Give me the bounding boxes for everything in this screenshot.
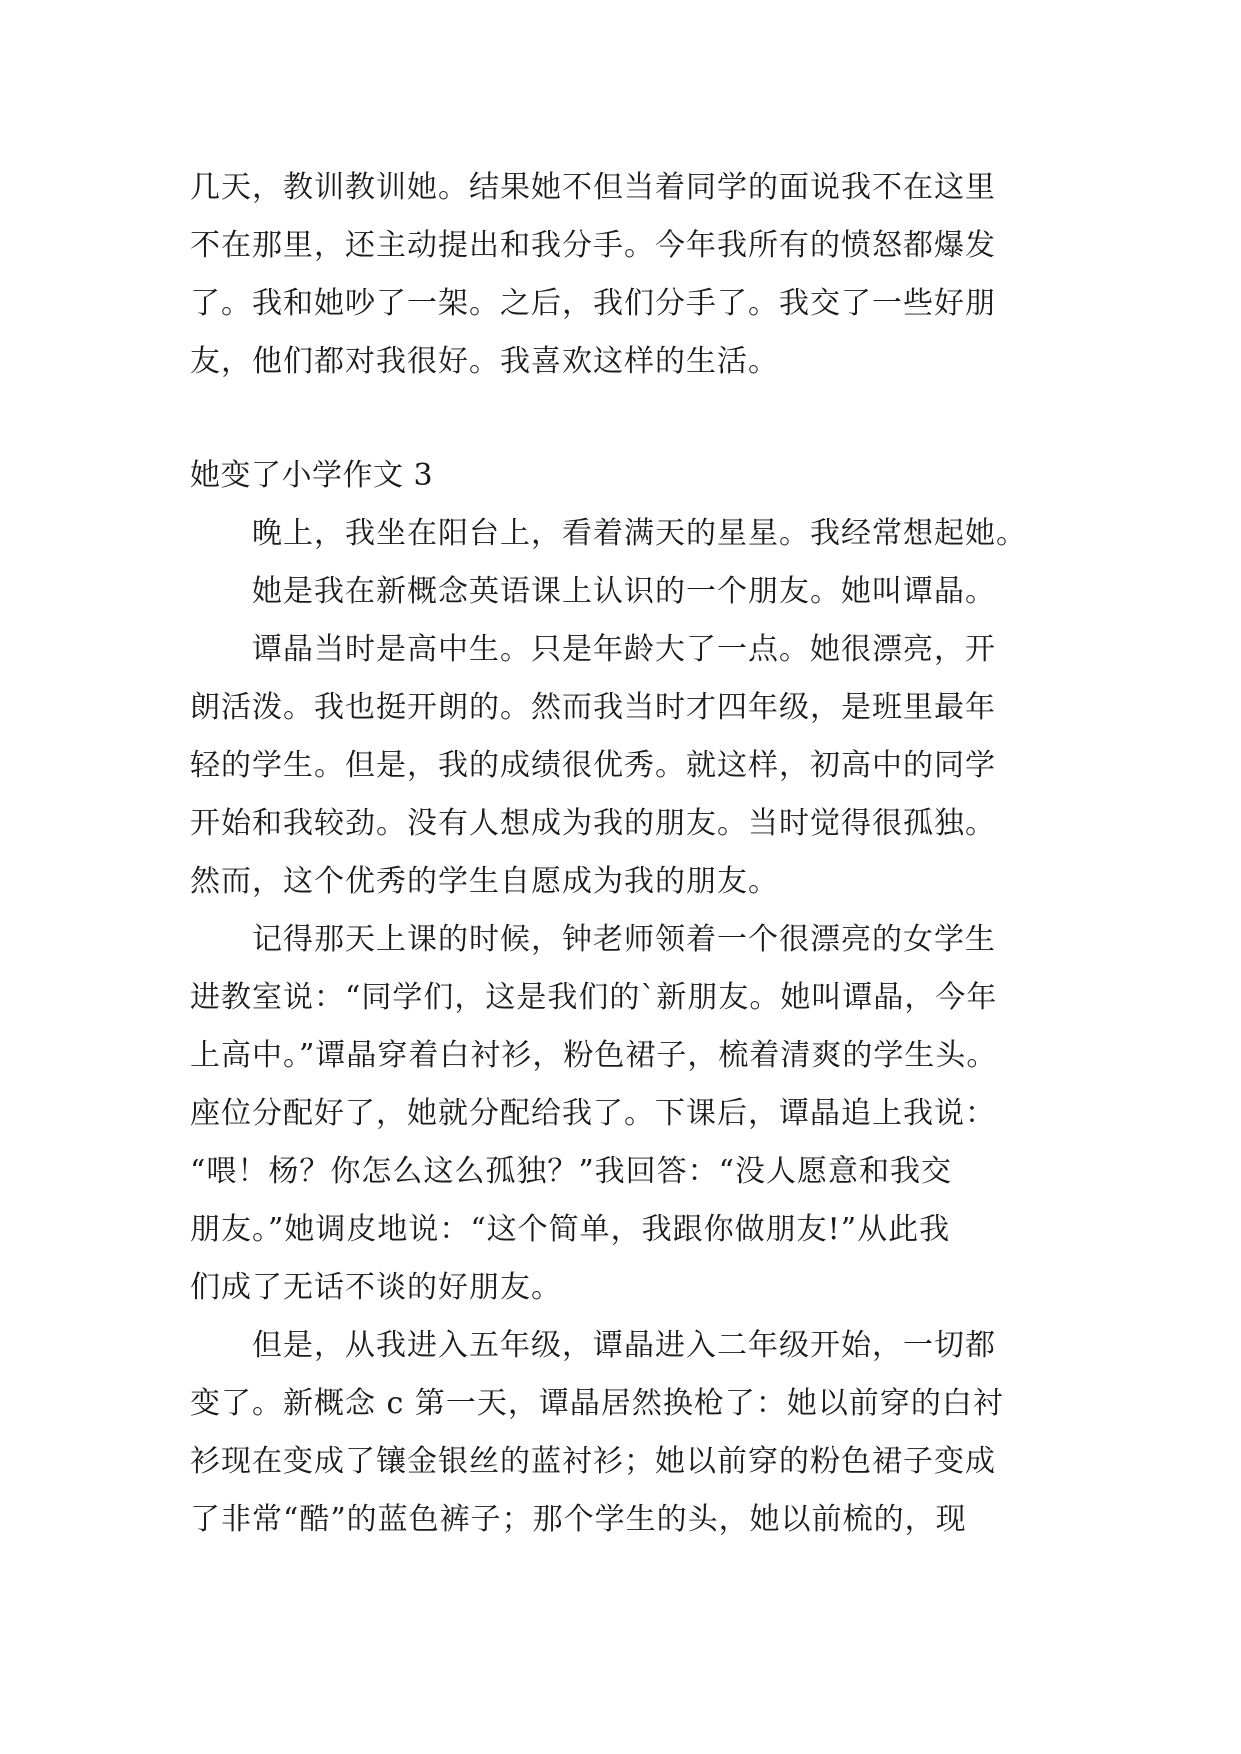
section-title: 她变了小学作文 3 (190, 458, 434, 493)
text-line: 谭晶当时是高中生。只是年龄大了一点。她很漂亮，开 (252, 632, 996, 667)
text-line: 开始和我较劲。没有人想成为我的朋友。当时觉得很孤独。 (190, 806, 996, 841)
text-line: 友，他们都对我很好。我喜欢这样的生活。 (190, 344, 779, 379)
text-line: 记得那天上课的时候，钟老师领着一个很漂亮的女学生 (252, 922, 996, 957)
text-line: 晚上，我坐在阳台上，看着满天的星星。我经常想起她。 (252, 516, 1027, 551)
text-line: 变了。新概念 c 第一天，谭晶居然换枪了：她以前穿的白衬 (190, 1386, 1004, 1421)
text-line: 进教室说：“同学们，这是我们的`新朋友。她叫谭晶，今年 (190, 980, 998, 1015)
text-line: 上高中。”谭晶穿着白衬衫，粉色裙子，梳着清爽的学生头。 (190, 1038, 998, 1073)
text-line: 朋友。”她调皮地说：“这个简单，我跟你做朋友!”从此我 (190, 1212, 951, 1247)
text-line: 轻的学生。但是，我的成绩很优秀。就这样，初高中的同学 (190, 748, 996, 783)
text-line: 了。我和她吵了一架。之后，我们分手了。我交了一些好朋 (190, 286, 996, 321)
text-line: 座位分配好了，她就分配给我了。下课后，谭晶追上我说： (190, 1096, 996, 1131)
text-line: 然而，这个优秀的学生自愿成为我的朋友。 (190, 864, 779, 899)
text-line: 衫现在变成了镶金银丝的蓝衬衫；她以前穿的粉色裙子变成 (190, 1444, 996, 1479)
text-line: 们成了无话不谈的好朋友。 (190, 1270, 562, 1305)
text-line: “喂！杨？你怎么这么孤独？”我回答：“没人愿意和我交 (190, 1154, 953, 1189)
text-line: 但是，从我进入五年级，谭晶进入二年级开始，一切都 (252, 1328, 996, 1363)
text-line: 朗活泼。我也挺开朗的。然而我当时才四年级，是班里最年 (190, 690, 996, 725)
text-line: 不在那里，还主动提出和我分手。今年我所有的愤怒都爆发 (190, 228, 996, 263)
text-line: 几天，教训教训她。结果她不但当着同学的面说我不在这里 (190, 170, 996, 205)
text-line: 了非常“酷”的蓝色裤子；那个学生的头，她以前梳的，现 (190, 1502, 967, 1537)
text-line: 她是我在新概念英语课上认识的一个朋友。她叫谭晶。 (252, 574, 996, 609)
